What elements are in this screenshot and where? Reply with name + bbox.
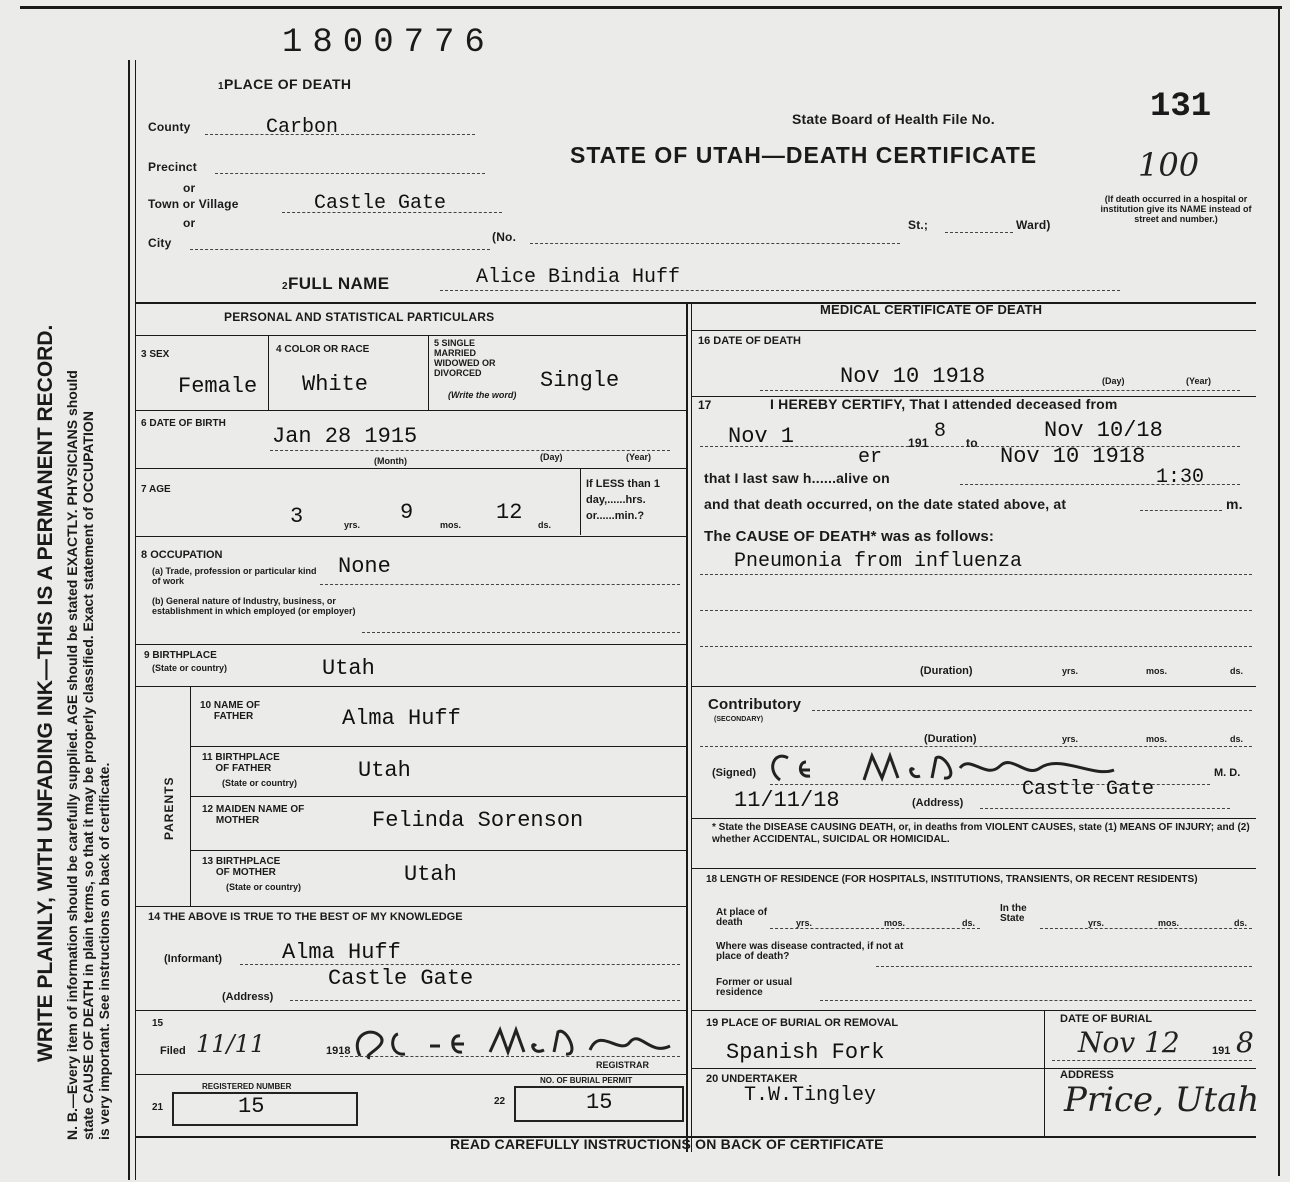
left-rule-outer <box>128 60 130 1180</box>
residence-label: 18 LENGTH OF RESIDENCE (FOR HOSPITALS, INSTITUTIONS, TRANSIENTS, OR RECENT RESIDENTS) <box>706 874 1198 885</box>
mother-birth-state-label: (State or country) <box>226 882 302 892</box>
undertaker-value: T.W.Tingley <box>744 1084 877 1107</box>
mother-birth-label: 13 BIRTHPLACE OF MOTHER <box>202 856 281 878</box>
hospital-note: (If death occurred in a hospital or institution give its NAME instead of street and number.) <box>1100 194 1252 224</box>
filed-year: 1918 <box>326 1045 351 1057</box>
cause-value: Pneumonia from influenza <box>734 550 1023 573</box>
ward-label: Ward) <box>1016 218 1051 232</box>
dod-value: Nov 10 1918 <box>840 364 986 389</box>
burial-place-label: 19 PLACE OF BURIAL OR REMOVAL <box>706 1017 899 1029</box>
occupation-a-label: (a) Trade, profession or particular kind of work <box>152 566 317 586</box>
full-name-label: 2FULL NAME <box>282 274 390 293</box>
field-21-number: 21 <box>152 1102 164 1113</box>
marital-label: 5 SINGLE MARRIED WIDOWED OR DIVORCED <box>434 338 496 378</box>
father-birth-state-label: (State or country) <box>222 778 298 788</box>
burial-date-label: DATE OF BURIAL <box>1060 1013 1153 1025</box>
file-no: 131 <box>1150 88 1212 126</box>
burial-permit-value: 15 <box>586 1090 613 1115</box>
sex-label: 3 SEX <box>141 349 170 360</box>
ds-label: ds. <box>538 520 552 530</box>
to-label: to <box>966 436 978 450</box>
field-17-number: 17 <box>698 398 712 412</box>
burial-permit-label: NO. OF BURIAL PERMIT <box>540 1076 633 1085</box>
res-mos-1: mos. <box>884 918 906 928</box>
mother-birth-value: Utah <box>404 862 457 887</box>
occupation-value: None <box>338 554 391 579</box>
registrar-label: REGISTRAR <box>596 1060 650 1070</box>
st-label: St.; <box>908 218 929 232</box>
yrs-label: yrs. <box>344 520 361 530</box>
personal-heading: PERSONAL AND STATISTICAL PARTICULARS <box>224 310 495 324</box>
signed-date: 11/11/18 <box>734 788 840 813</box>
former-residence-label: Former or usual residence <box>716 977 793 998</box>
margin-permanent-record: WRITE PLAINLY, WITH UNFADING INK—THIS IS A PERMANENT RECORD. <box>34 324 57 1062</box>
signed-address-label: (Address) <box>912 797 964 809</box>
filed-date: 11/11 <box>196 1030 266 1058</box>
file-no-label: State Board of Health File No. <box>792 111 995 127</box>
burial-date-value: Nov 12 <box>1078 1026 1180 1059</box>
res-ds-2: ds. <box>1234 918 1248 928</box>
mother-label: 12 MAIDEN NAME OF MOTHER <box>202 804 305 826</box>
m-label: m. <box>1226 496 1243 512</box>
margin-note-3: is very important. See instructions on back of certificate. <box>96 762 112 1140</box>
duration-ds-1: ds. <box>1230 666 1244 676</box>
sex-value: Female <box>178 374 258 399</box>
county-label: County <box>148 120 191 134</box>
father-birth-value: Utah <box>358 758 411 783</box>
cause-footnote: * State the DISEASE CAUSING DEATH, or, in deaths from VIOLENT CAUSES, state (1) MEANS OF INJURY; and (2) whether ACCIDENTAL, SUICIDAL OR HOMICIDAL. <box>712 822 1250 845</box>
occurred-text: and that death occurred, on the date stated above, at <box>704 496 1067 512</box>
or-label-1: or <box>183 181 196 195</box>
cause-label: The CAUSE OF DEATH* was as follows: <box>704 528 995 545</box>
contributory-label: Contributory <box>708 696 802 713</box>
duration-yrs-1: yrs. <box>1062 666 1079 676</box>
last-saw-date: Nov 10 1918 <box>1000 444 1146 469</box>
margin-note-2: state CAUSE OF DEATH in plain terms, so that it may be properly classified. Exact statement of OCCUPATION <box>80 411 96 1140</box>
dod-year-label: (Year) <box>1186 376 1212 386</box>
marital-value: Single <box>540 368 620 393</box>
from-year-prefix: 191 <box>908 436 929 450</box>
or-label-2: or <box>183 216 196 230</box>
duration-label-1: (Duration) <box>920 665 973 677</box>
place-of-death-heading: 1PLACE OF DEATH <box>218 76 352 92</box>
precinct-label: Precinct <box>148 160 197 174</box>
mos-label: mos. <box>440 520 462 530</box>
town-label: Town or Village <box>148 197 239 211</box>
margin-note-1: N. B.—Every item of information should be carefully supplied. AGE should be stated EXACTLY. PHYSICIANS should <box>64 370 80 1140</box>
reg-number-value: 15 <box>238 1094 265 1119</box>
no-label: (No. <box>492 230 517 244</box>
age-days: 12 <box>496 500 523 525</box>
duration-mos-1: mos. <box>1146 666 1168 676</box>
less-than-day-label: If LESS than 1 day,......hrs. or......min.? <box>586 478 660 522</box>
burial-place-value: Spanish Fork <box>726 1040 885 1065</box>
informant-address-label: (Address) <box>222 991 274 1003</box>
footer-instructions: READ CAREFULLY INSTRUCTIONS ON BACK OF CERTIFICATE <box>450 1136 884 1152</box>
res-mos-2: mos. <box>1158 918 1180 928</box>
birthplace-label: 9 BIRTHPLACE <box>144 650 217 661</box>
birthplace-value: Utah <box>322 656 375 681</box>
from-year: 8 <box>934 420 947 443</box>
certificate-title: STATE OF UTAH—DEATH CERTIFICATE <box>570 142 1038 168</box>
medical-heading: MEDICAL CERTIFICATE OF DEATH <box>820 302 1043 317</box>
file-no-extra: 100 <box>1138 146 1200 184</box>
town-value: Castle Gate <box>314 192 447 215</box>
duration-yrs-2: yrs. <box>1062 734 1079 744</box>
certificate-number: 1800776 <box>282 24 495 62</box>
res-yrs-1: yrs. <box>796 918 813 928</box>
at-place-label: At place of death <box>716 907 768 928</box>
informant-value: Alma Huff <box>282 940 401 965</box>
dob-day-label: (Day) <box>540 452 563 462</box>
undertaker-address-label: ADDRESS <box>1060 1069 1114 1081</box>
certify-text: I HEREBY CERTIFY, That I attended deceased from <box>770 396 1118 412</box>
reg-number-label: REGISTERED NUMBER <box>202 1082 292 1091</box>
registrar-signature <box>350 1016 690 1066</box>
parents-label: PARENTS <box>162 776 176 840</box>
county-value: Carbon <box>266 116 339 139</box>
age-months: 9 <box>400 500 414 525</box>
race-value: White <box>302 372 369 397</box>
duration-label-2: (Duration) <box>924 733 977 745</box>
race-label: 4 COLOR OR RACE <box>276 344 370 355</box>
reg-number-box <box>172 1092 358 1126</box>
dod-label: 16 DATE OF DEATH <box>698 335 801 347</box>
field-22-number: 22 <box>494 1096 506 1107</box>
left-rule-inner <box>135 60 136 1180</box>
undertaker-label: 20 UNDERTAKER <box>706 1073 798 1085</box>
secondary-label: (SECONDARY) <box>714 716 764 723</box>
top-border <box>20 6 1282 9</box>
duration-ds-2: ds. <box>1230 734 1244 744</box>
age-years: 3 <box>290 504 304 529</box>
signed-address-value: Castle Gate <box>1022 778 1155 801</box>
res-yrs-2: yrs. <box>1088 918 1105 928</box>
burial-year-value: 8 <box>1236 1026 1254 1059</box>
signed-label: (Signed) <box>712 767 756 779</box>
undertaker-address-value: Price, Utah <box>1064 1080 1260 1120</box>
age-label: 7 AGE <box>141 484 171 495</box>
informant-address-value: Castle Gate <box>328 966 474 991</box>
full-name-value: Alice Bindia Huff <box>476 266 681 289</box>
md-label: M. D. <box>1214 767 1241 779</box>
father-label: 10 NAME OF FATHER <box>200 700 261 722</box>
marital-hint: (Write the word) <box>448 390 517 400</box>
occupation-label: 8 OCCUPATION <box>141 549 223 561</box>
dod-day-label: (Day) <box>1102 376 1125 386</box>
father-value: Alma Huff <box>342 706 461 731</box>
right-border <box>1278 6 1280 1176</box>
in-state-label: In the State <box>1000 903 1027 924</box>
contracted-label: Where was disease contracted, if not at place of death? <box>716 941 904 962</box>
mother-value: Felinda Sorenson <box>372 808 584 833</box>
dob-month-label: (Month) <box>374 456 407 466</box>
field-15-number: 15 <box>152 1018 164 1029</box>
dob-label: 6 DATE OF BIRTH <box>141 418 226 429</box>
birthplace-state-label: (State or country) <box>152 663 228 673</box>
occupation-b-label: (b) General nature of Industry, business, or establishment in which employed (or employer) <box>152 596 356 616</box>
dob-value: Jan 28 1915 <box>272 424 418 449</box>
burial-year-prefix: 191 <box>1212 1045 1231 1057</box>
attended-to: Nov 10/18 <box>1044 418 1163 443</box>
er-text: er <box>858 446 883 469</box>
informant-label: (Informant) <box>164 953 223 965</box>
city-label: City <box>148 236 172 250</box>
res-ds-1: ds. <box>962 918 976 928</box>
dob-year-label: (Year) <box>626 452 652 462</box>
last-saw-text: that I last saw h......alive on <box>704 470 890 486</box>
filed-label: Filed <box>160 1045 186 1057</box>
grid-line-top <box>136 302 1256 304</box>
duration-mos-2: mos. <box>1146 734 1168 744</box>
attended-from: Nov 1 <box>728 424 795 449</box>
time-value: 1:30 <box>1156 466 1205 489</box>
father-birth-label: 11 BIRTHPLACE OF FATHER <box>202 752 280 774</box>
true-label: 14 THE ABOVE IS TRUE TO THE BEST OF MY KNOWLEDGE <box>148 911 463 923</box>
